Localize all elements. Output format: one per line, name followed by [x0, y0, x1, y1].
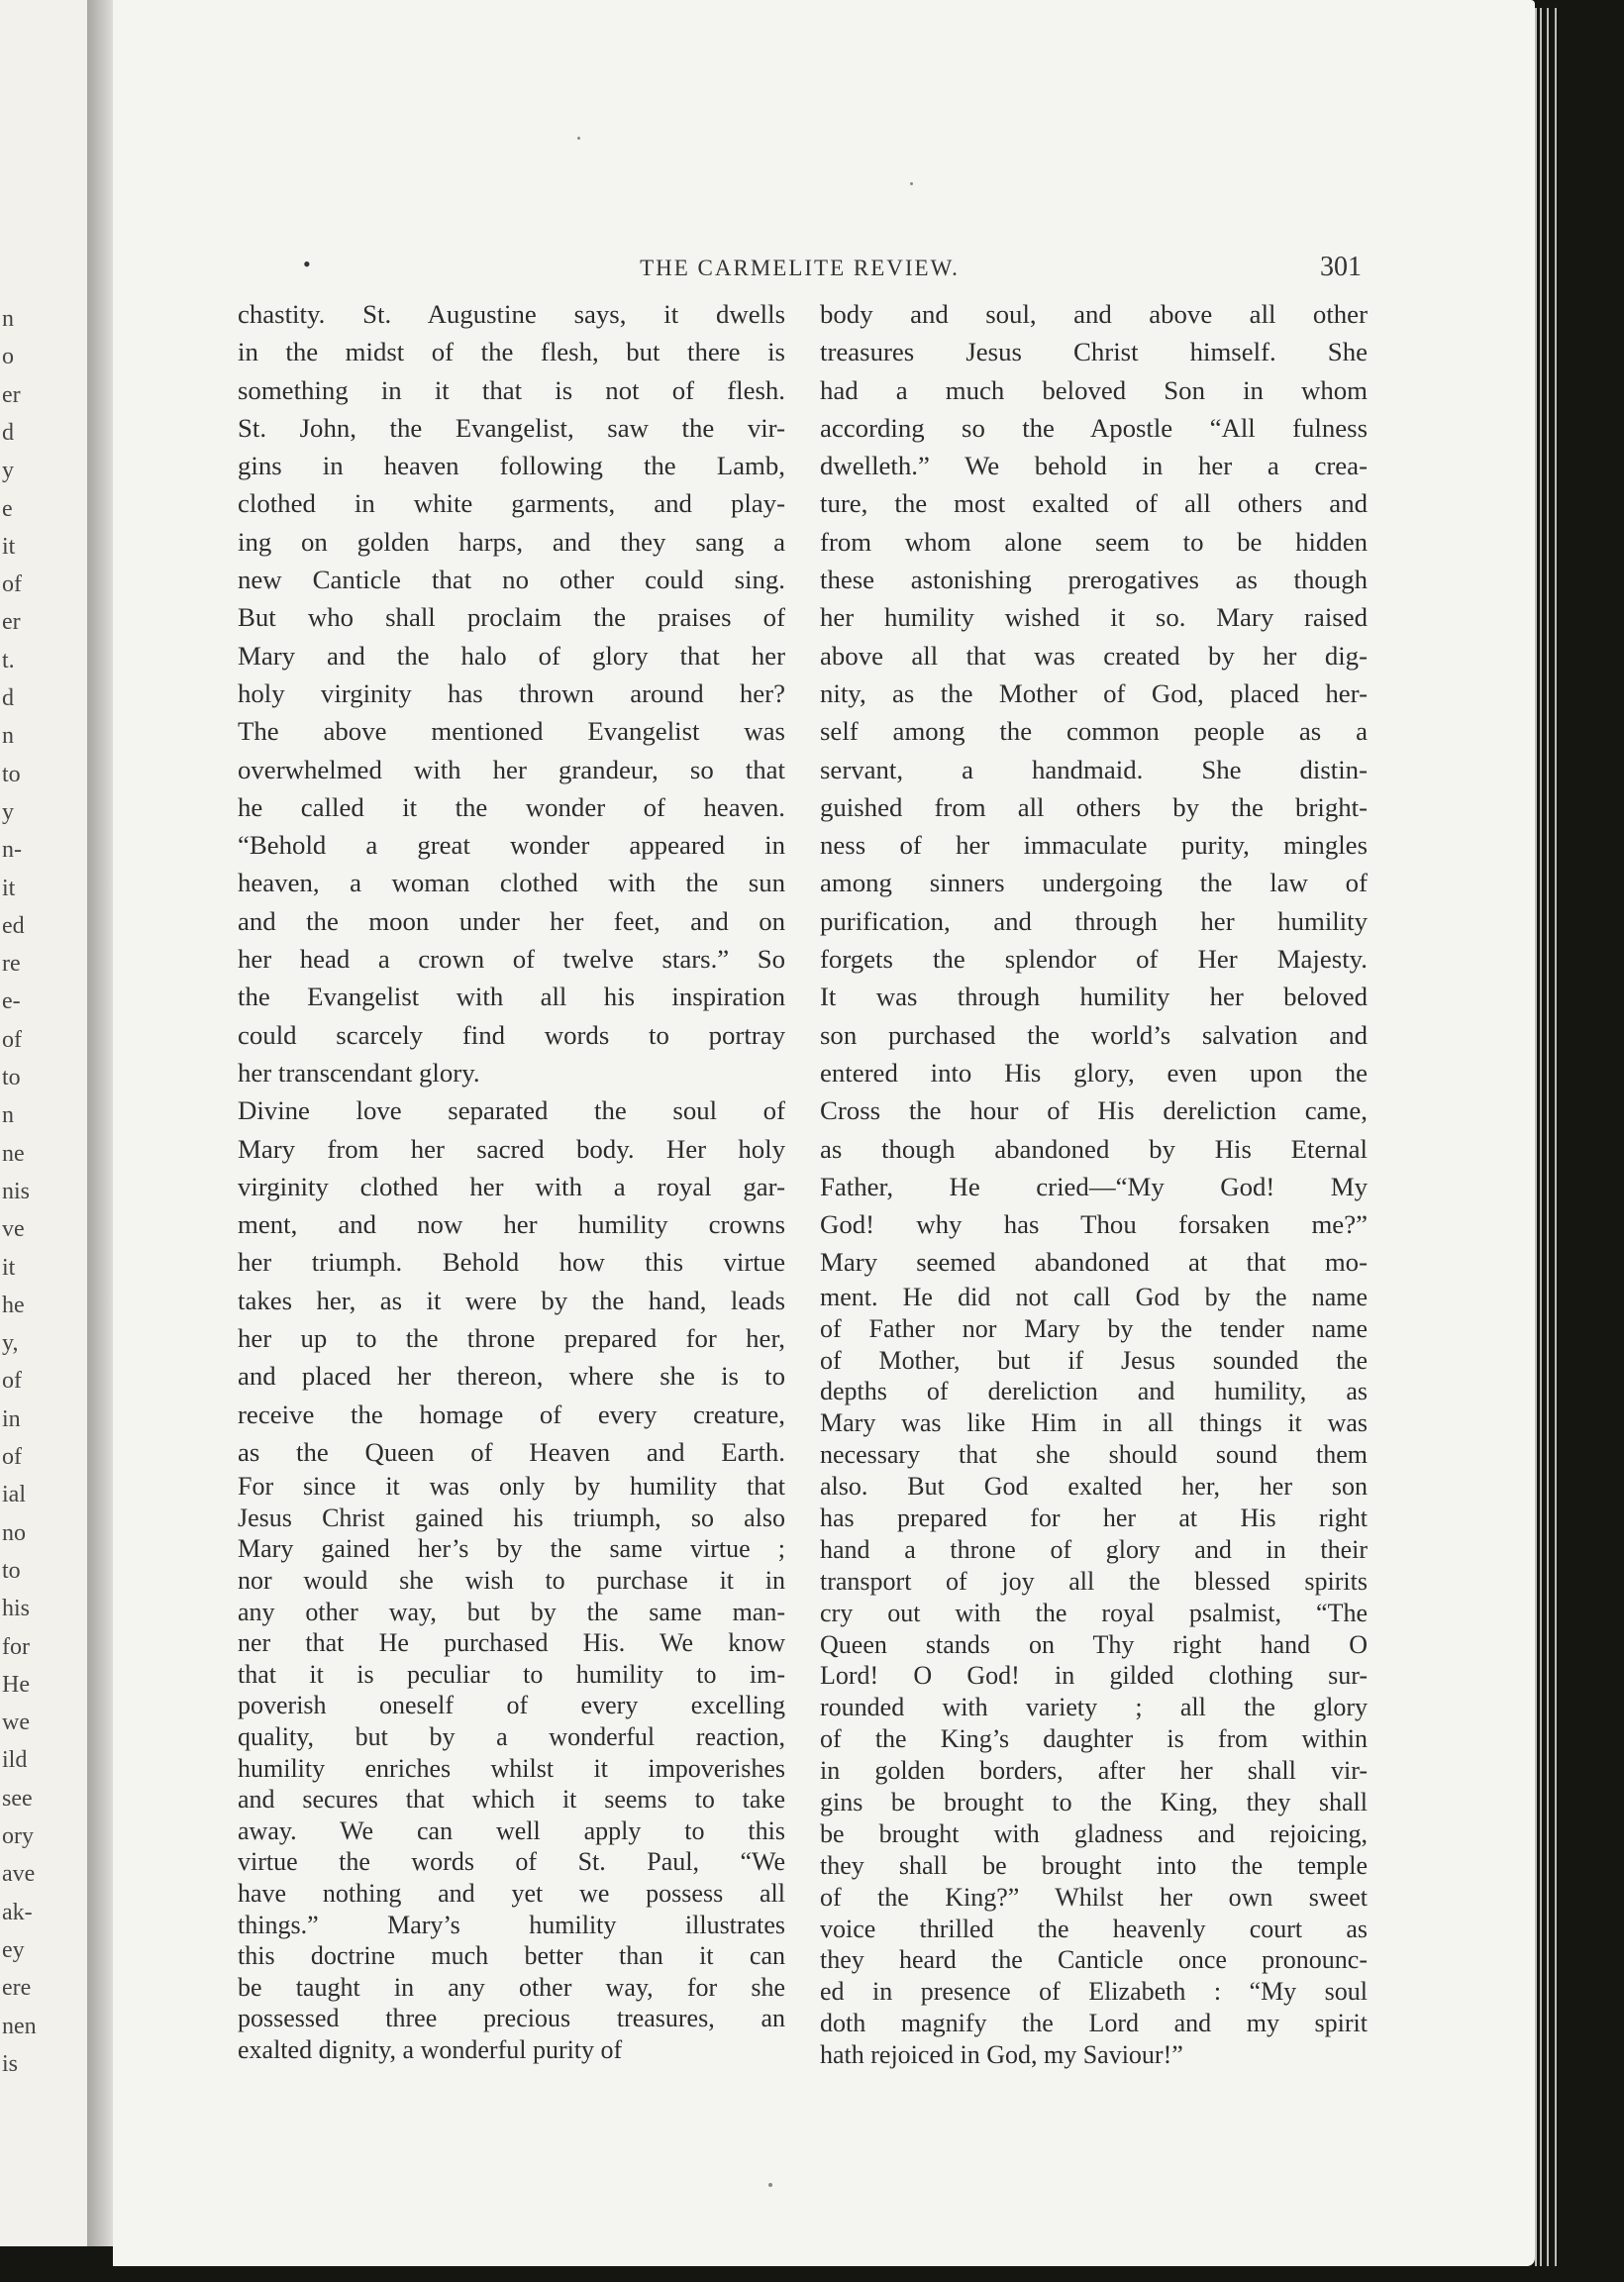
journal-title: THE CARMELITE REVIEW. — [640, 256, 960, 280]
text-line: ner that He purchased His. We know — [238, 1628, 785, 1658]
facing-page-fragment: ere — [2, 1975, 32, 2002]
text-line: chastity. St. Augustine says, it dwells — [238, 299, 785, 329]
text-line: they heard the Canticle once pronounc- — [820, 1945, 1368, 1975]
paper-speck — [577, 137, 580, 140]
text-line: of the King?” Whilst her own sweet — [820, 1882, 1368, 1912]
facing-page-fragment: ne — [2, 1140, 25, 1167]
text-line: virtue the words of St. Paul, “We — [238, 1847, 785, 1877]
facing-page-fragment: it — [2, 875, 16, 901]
text-line: body and soul, and above all other — [820, 299, 1368, 329]
text-line: something in it that is not of flesh. — [238, 374, 785, 405]
text-line: be brought with gladness and rejoicing, — [820, 1818, 1368, 1848]
text-line: entered into His glory, even upon the — [820, 1057, 1368, 1088]
facing-page-fragment: to — [2, 1557, 21, 1584]
text-line: Divine love separated the soul of — [238, 1095, 785, 1126]
facing-page-fragment: n — [2, 306, 14, 332]
facing-page-fragment: t. — [2, 647, 15, 674]
text-line: ture, the most exalted of all others and — [820, 488, 1368, 519]
facing-page-fragment: e- — [2, 988, 21, 1015]
text-line: possessed three precious treasures, an — [238, 2004, 785, 2033]
facing-page-fragment: of — [2, 1444, 22, 1470]
text-line: of the King’s daughter is from within — [820, 1724, 1368, 1754]
text-line: son purchased the world’s salvation and — [820, 1019, 1368, 1050]
page-edge-line — [1540, 8, 1542, 2266]
text-line: Cross the hour of His dereliction came, — [820, 1095, 1368, 1126]
text-line: purification, and through her humility — [820, 905, 1368, 936]
text-line: voice thrilled the heavenly court as — [820, 1914, 1368, 1943]
text-line: takes her, as it were by the hand, leads — [238, 1285, 785, 1315]
text-line: cry out with the royal psalmist, “The — [820, 1598, 1368, 1627]
facing-page-fragment: for — [2, 1633, 30, 1660]
text-line: nity, as the Mother of God, placed her- — [820, 677, 1368, 708]
text-line: her transcendant glory. — [238, 1057, 480, 1088]
text-line: her humility wished it so. Mary raised — [820, 602, 1368, 633]
facing-page-fragment: er — [2, 609, 21, 636]
text-line: necessary that she should sound them — [820, 1440, 1368, 1470]
text-line: and placed her thereon, where she is to — [238, 1361, 785, 1392]
text-line: these astonishing prerogatives as though — [820, 565, 1368, 595]
text-line: in golden borders, after her shall vir- — [820, 1756, 1368, 1786]
text-line: depths of dereliction and humility, as — [820, 1377, 1368, 1406]
page-number: 301 — [1320, 252, 1362, 282]
text-line: Mary from her sacred body. Her holy — [238, 1133, 785, 1164]
text-line: “Behold a great wonder appeared in — [238, 830, 785, 861]
text-line: St. John, the Evangelist, saw the vir- — [238, 412, 785, 443]
text-column-right — [820, 295, 1368, 2071]
text-line: self among the common people as a — [820, 716, 1368, 747]
text-line: as though abandoned by His Eternal — [820, 1133, 1368, 1164]
text-line: has prepared for her at His right — [820, 1503, 1368, 1532]
page-edge-line — [1535, 8, 1537, 2266]
facing-page-fragment: ak- — [2, 1899, 33, 1925]
text-line: hand a throne of glory and in their — [820, 1534, 1368, 1564]
facing-page-fragment: ey — [2, 1936, 25, 1963]
facing-page-fragment: to — [2, 761, 21, 787]
facing-page-fragment: n- — [2, 837, 22, 864]
facing-page-fragment: o — [2, 344, 14, 370]
facing-page-fragment: in — [2, 1405, 21, 1432]
text-line: in the midst of the flesh, but there is — [238, 337, 785, 367]
text-line: Father, He cried—“My God! My — [820, 1171, 1368, 1201]
text-line: doth magnify the Lord and my spirit — [820, 2009, 1368, 2038]
text-line: new Canticle that no other could sing. — [238, 565, 785, 595]
text-line: overwhelmed with her grandeur, so that — [238, 754, 785, 784]
text-line: clothed in white garments, and play- — [238, 488, 785, 519]
facing-page-fragment: ve — [2, 1216, 25, 1243]
text-line: Mary seemed abandoned at that mo- — [820, 1247, 1368, 1278]
facing-page-fragment: no — [2, 1519, 26, 1546]
page-edge-line — [1555, 8, 1557, 2266]
text-line: humility enriches whilst it impoverishes — [238, 1753, 785, 1783]
text-line: things.” Mary’s humility illustrates — [238, 1910, 785, 1939]
text-line: poverish oneself of every excelling — [238, 1691, 785, 1720]
text-line: they shall be brought into the temple — [820, 1850, 1368, 1880]
text-line: guished from all others by the bright- — [820, 791, 1368, 822]
text-line: had a much beloved Son in whom — [820, 374, 1368, 405]
text-line: Lord! O God! in gilded clothing sur- — [820, 1661, 1368, 1691]
facing-page-fragment: y — [2, 458, 14, 484]
text-line: dwelleth.” We behold in her a crea- — [820, 451, 1368, 481]
text-line: also. But God exalted her, her son — [820, 1472, 1368, 1502]
text-line: transport of joy all the blessed spirits — [820, 1566, 1368, 1596]
text-line: Jesus Christ gained his triumph, so also — [238, 1503, 785, 1532]
facing-page-fragment: d — [2, 685, 14, 711]
text-line: heaven, a woman clothed with the sun — [238, 868, 785, 898]
paper-speck — [910, 182, 913, 185]
facing-page-fragment: d — [2, 419, 14, 446]
text-column-left — [238, 295, 785, 2065]
facing-page-fragment: we — [2, 1710, 30, 1736]
text-line: of Mother, but if Jesus sounded the — [820, 1345, 1368, 1375]
facing-page-fragment: ed — [2, 912, 25, 939]
facing-page-edge — [0, 0, 93, 2246]
text-line: be taught in any other way, for she — [238, 1972, 785, 2002]
facing-page-fragment: it — [2, 1254, 16, 1281]
text-line: as the Queen of Heaven and Earth. — [238, 1436, 785, 1467]
text-line: The above mentioned Evangelist was — [238, 716, 785, 747]
text-line: quality, but by a wonderful reaction, — [238, 1721, 785, 1751]
facing-page-fragment: see — [2, 1785, 33, 1812]
facing-page-fragment: of — [2, 1026, 22, 1053]
text-line: ment, and now her humility crowns — [238, 1209, 785, 1240]
text-line: could scarcely find words to portray — [238, 1019, 785, 1050]
text-line: Mary and the halo of glory that her — [238, 640, 785, 671]
facing-page-fragment: his — [2, 1596, 31, 1622]
text-line: according so the Apostle “All fulness — [820, 412, 1368, 443]
facing-page-fragment: of — [2, 1368, 22, 1395]
text-line: exalted dignity, a wonderful purity of — [238, 2034, 623, 2064]
text-line: gins in heaven following the Lamb, — [238, 451, 785, 481]
text-line: hath rejoiced in God, my Saviour!” — [820, 2040, 1183, 2070]
facing-page-fragment: ild — [2, 1747, 28, 1774]
text-line: Mary gained her’s by the same virtue ; — [238, 1534, 785, 1564]
text-line: her head a crown of twelve stars.” So — [238, 944, 785, 975]
text-line: virginity clothed her with a royal gar- — [238, 1171, 785, 1201]
text-line: from whom alone seem to be hidden — [820, 526, 1368, 557]
text-line: any other way, but by the same man- — [238, 1597, 785, 1626]
text-line: receive the homage of every creature, — [238, 1399, 785, 1429]
facing-page-fragment: it — [2, 533, 16, 560]
text-line: Queen stands on Thy right hand O — [820, 1629, 1368, 1659]
text-line: nor would she wish to purchase it in — [238, 1565, 785, 1595]
text-line: away. We can well apply to this — [238, 1815, 785, 1845]
facing-page-fragment: to — [2, 1065, 21, 1090]
facing-page-fragment: y, — [2, 1330, 19, 1357]
facing-page-fragment: n — [2, 1102, 14, 1129]
facing-page-fragment: ave — [2, 1861, 36, 1888]
text-line: ness of her immaculate purity, mingles — [820, 830, 1368, 861]
text-line: the Evangelist with all his inspiration — [238, 982, 785, 1012]
paper-speck — [768, 2183, 772, 2187]
text-line: ed in presence of Elizabeth : “My soul — [820, 1977, 1368, 2007]
text-line: have nothing and yet we possess all — [238, 1878, 785, 1908]
text-line: this doctrine much better than it can — [238, 1941, 785, 1971]
facing-page-fragment: e — [2, 495, 13, 522]
text-line: among sinners undergoing the law of — [820, 868, 1368, 898]
text-line: treasures Jesus Christ himself. She — [820, 337, 1368, 367]
facing-page-fragment: He — [2, 1671, 30, 1698]
text-line: It was through humility her beloved — [820, 982, 1368, 1012]
text-line: forgets the splendor of Her Majesty. — [820, 944, 1368, 975]
page-edge-line — [1547, 8, 1549, 2266]
text-line: ing on golden harps, and they sang a — [238, 526, 785, 557]
text-line: holy virginity has thrown around her? — [238, 677, 785, 708]
facing-page-fragment: y — [2, 798, 14, 825]
text-line: above all that was created by her dig- — [820, 640, 1368, 671]
facing-page-fragment: ory — [2, 1823, 34, 1849]
facing-page-fragment: nen — [2, 2013, 37, 2039]
header-ornament: • — [303, 252, 311, 276]
text-line: he called it the wonder of heaven. — [238, 791, 785, 822]
facing-page-fragment: of — [2, 571, 22, 598]
text-line: and the moon under her feet, and on — [238, 905, 785, 936]
facing-page-fragment: re — [2, 951, 21, 978]
facing-page-fragment: he — [2, 1292, 25, 1318]
facing-page-fragment: ial — [2, 1482, 26, 1508]
text-line: of Father nor Mary by the tender name — [820, 1313, 1368, 1343]
text-line: But who shall proclaim the praises of — [238, 602, 785, 633]
text-line: God! why has Thou forsaken me?” — [820, 1209, 1368, 1240]
text-line: ment. He did not call God by the name — [820, 1282, 1368, 1311]
facing-page-fragment: is — [2, 2050, 19, 2077]
text-line: servant, a handmaid. She distin- — [820, 754, 1368, 784]
text-line: rounded with variety ; all the glory — [820, 1693, 1368, 1722]
text-line: that it is peculiar to humility to im- — [238, 1659, 785, 1689]
text-line: Mary was like Him in all things it was — [820, 1408, 1368, 1438]
text-line: and secures that which it seems to take — [238, 1785, 785, 1815]
facing-page-fragment: nis — [2, 1178, 31, 1204]
text-line: her triumph. Behold how this virtue — [238, 1247, 785, 1278]
running-header — [238, 252, 1362, 285]
facing-page-fragment: er — [2, 381, 21, 408]
facing-page-fragment: n — [2, 723, 14, 750]
text-line: For since it was only by humility that — [238, 1472, 785, 1502]
text-line: gins be brought to the King, they shall — [820, 1787, 1368, 1816]
text-line: her up to the throne prepared for her, — [238, 1323, 785, 1354]
